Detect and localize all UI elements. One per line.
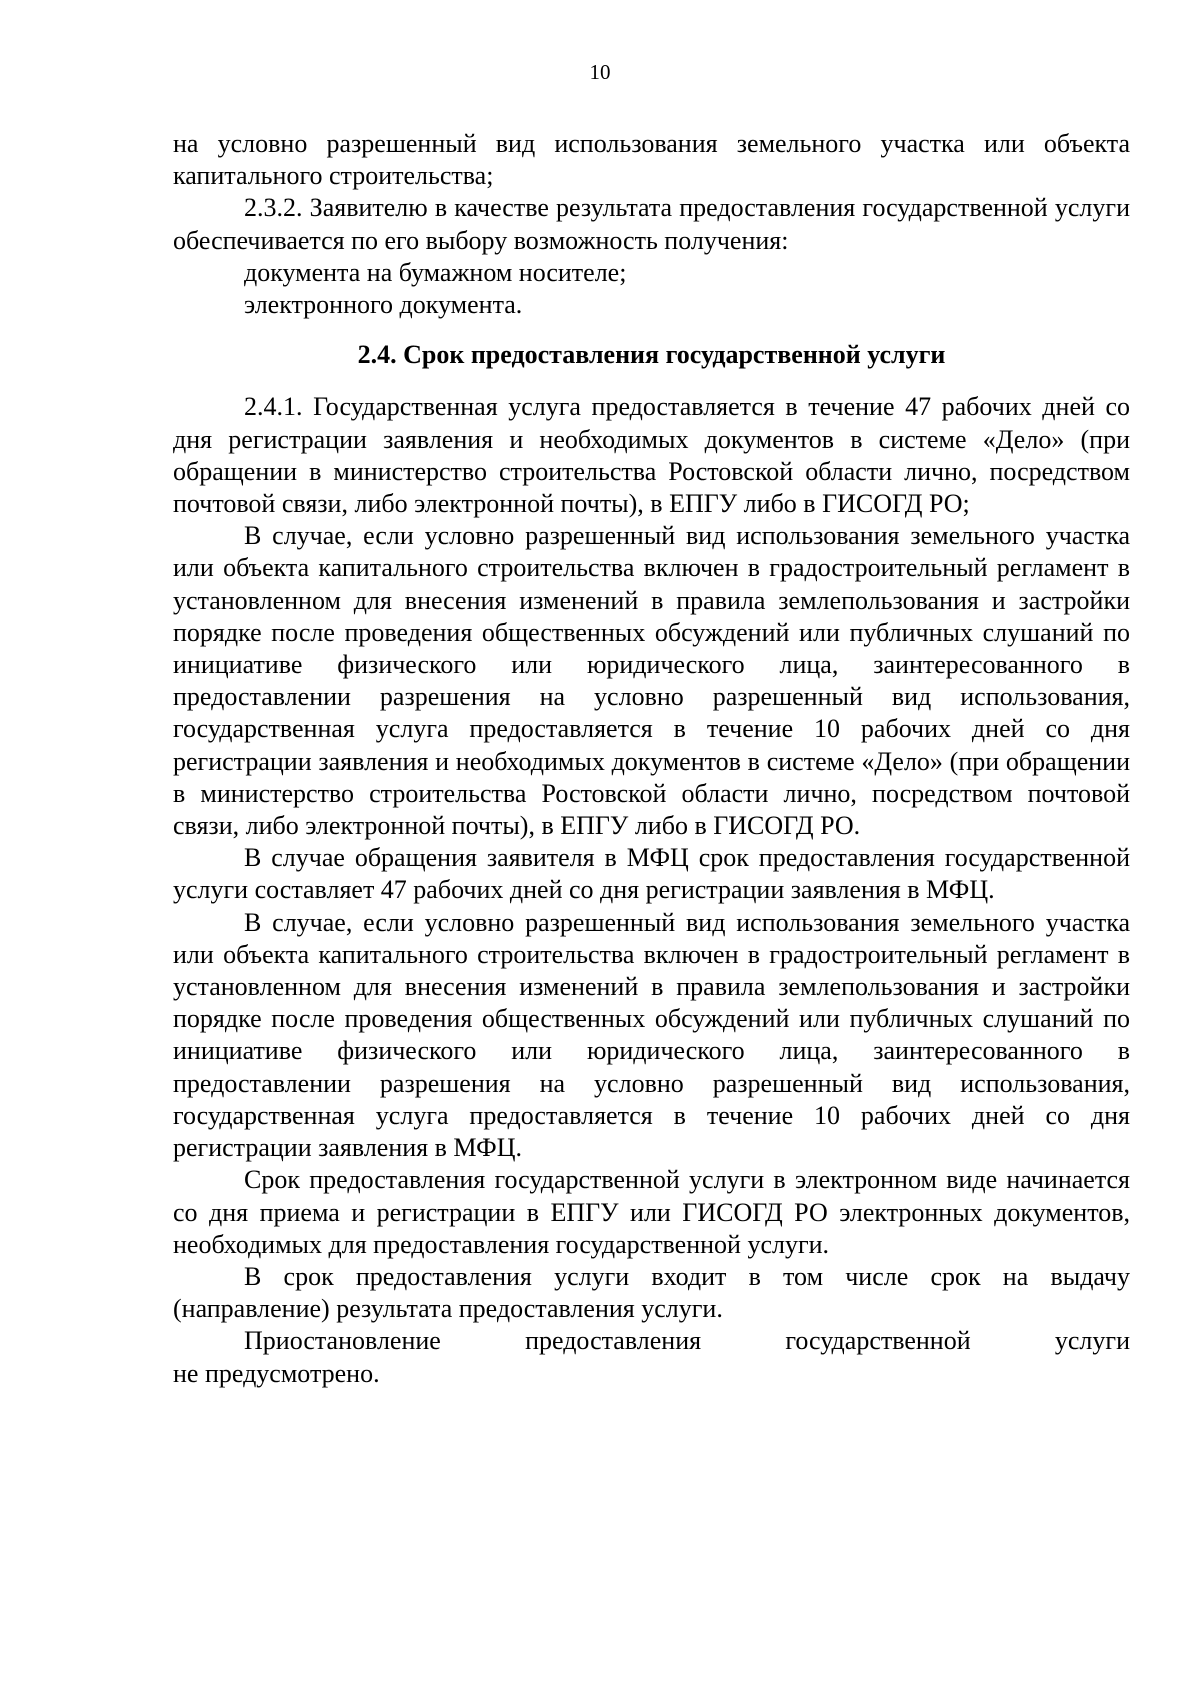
paragraph-conditional-use-10-days: В случае, если условно разрешенный вид использования земельного участка или объекта капитального строительства включен в градостроительный регламент в установленном для внесения изменений в правила землепользования и застройки порядке после проведения общественных обсуждений или публичных слушаний по инициативе физического или юридического лица, заинтересованного в предоставлении разрешения на условно разрешенный вид использования, государственная услуга предоставляется в течение 10 рабочих дней со дня регистрации заявления и необходимых документов в системе «Дело» (при обращении в министерство строительства Ростовской области лично, посредством почтовой связи, либо электронной почты), в ЕПГУ либо в ГИСОГД РО. (173, 521, 1130, 841)
list-item-electronic-document: электронного документа. (244, 290, 523, 320)
list-item-paper-document: документа на бумажном носителе; (244, 257, 627, 287)
paragraph-suspension (173, 1325, 1130, 1389)
paragraph-mfc-47-days: В случае обращения заявителя в МФЦ срок предоставления государственной услуги составляет 47 рабочих дней со дня регистрации заявления в МФЦ. (173, 843, 1130, 905)
paragraph-land-use-continuation: на условно разрешенный вид использования земельного участка или объекта капитального строительства; (173, 129, 1130, 191)
paragraph-electronic-term: Срок предоставления государственной услуги в электронном виде начинается со дня приема и регистрации в ЕПГУ или ГИСОГД РО электронных документов, необходимых для предоставления государственной услуги. (173, 1165, 1130, 1259)
page-number: 10 (589, 60, 611, 84)
paragraph-conditional-use-mfc: В случае, если условно разрешенный вид использования земельного участка или объекта капитального строительства включен в градостроительный регламент в установленном для внесения изменений в правила землепользования и застройки порядке после проведения общественных обсуждений или публичных слушаний по инициативе физического или юридического лица, заинтересованного в предоставлении разрешения на условно разрешенный вид использования, государственная услуга предоставляется в течение 10 рабочих дней со дня регистрации заявления в МФЦ. (173, 907, 1130, 1163)
paragraph-issuance-term: В срок предоставления услуги входит в том числе срок на выдачу (направление) результата предоставления услуги. (173, 1261, 1130, 1324)
paragraph-2-3-2: 2.3.2. Заявителю в качестве результата предоставления государственной услуги обеспечивается по его выбору возможность получения: (173, 193, 1130, 255)
section-heading-2-4: 2.4. Срок предоставления государственной услуги (357, 340, 946, 370)
paragraph-2-4-1: 2.4.1. Государственная услуга предоставляется в течение 47 рабочих дней со дня регистрации заявления и необходимых документов в системе «Дело» (при обращении в министерство строительства Ростовской области лично, посредством почтовой связи, либо электронной почты), в ЕПГУ либо в ГИСОГД РО; (173, 392, 1130, 519)
document-body (173, 128, 1130, 1390)
suspension-line-2: не предусмотрено. (173, 1358, 380, 1388)
suspension-line-1: Приостановление предоставления государственной услуги (244, 1326, 1130, 1356)
